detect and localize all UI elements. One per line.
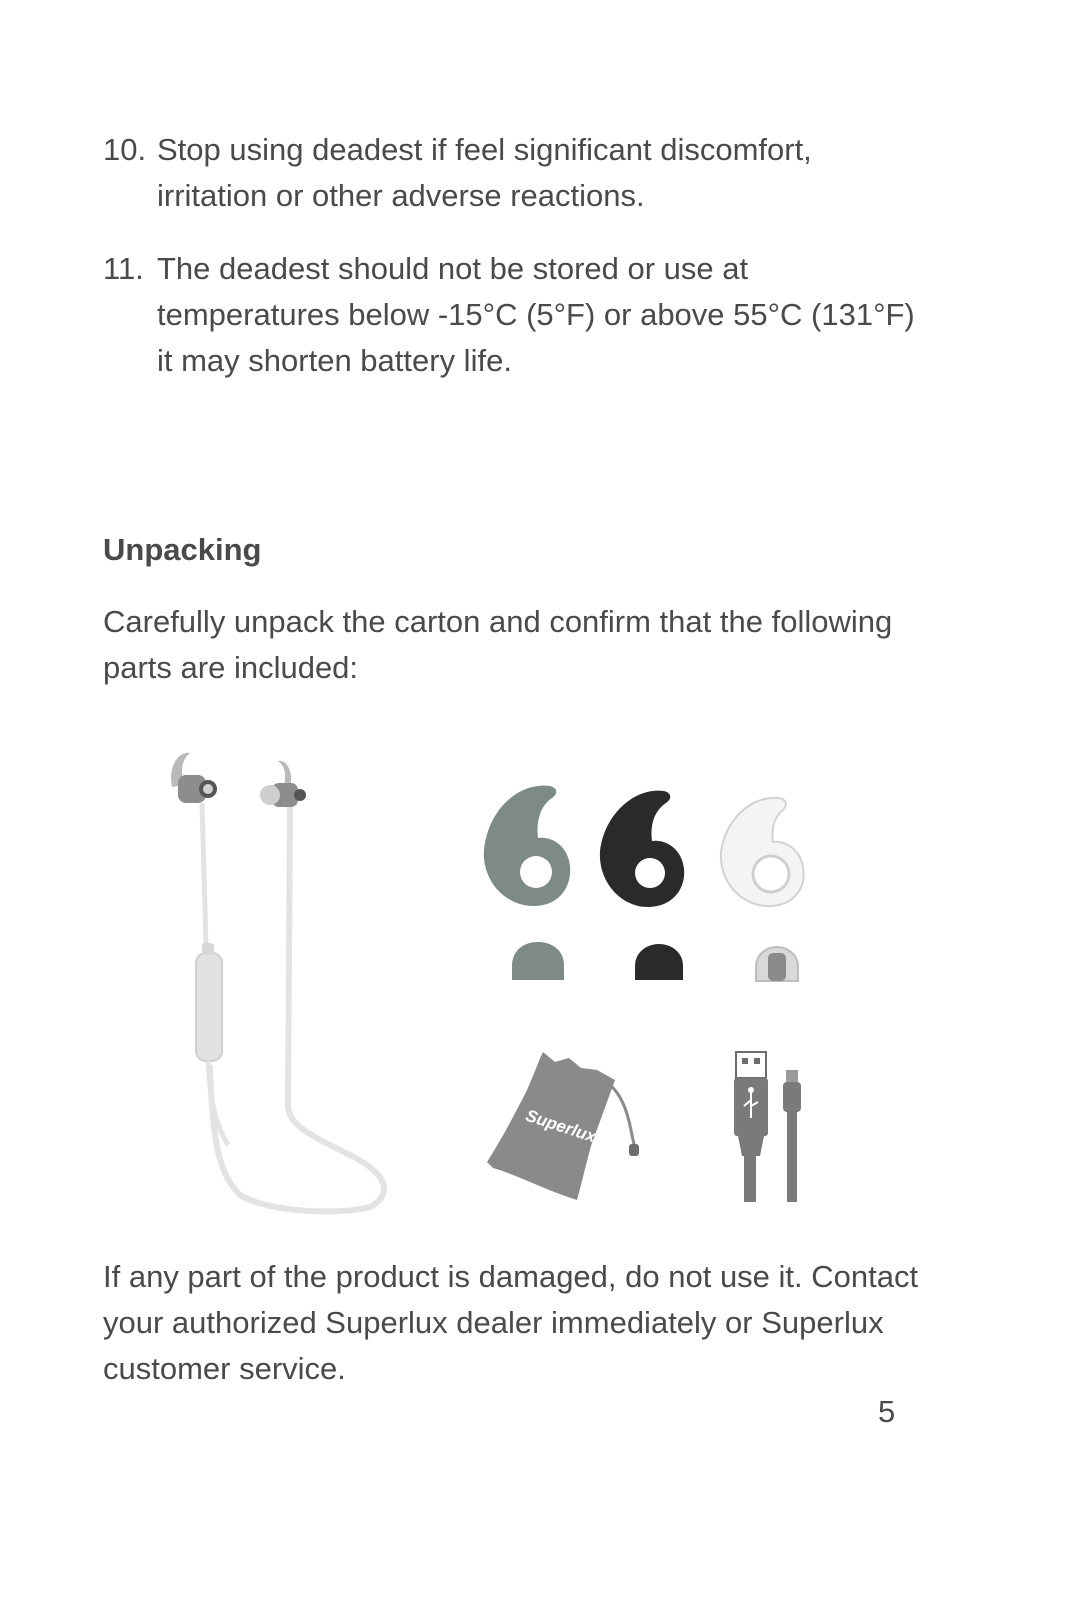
intro-paragraph: Carefully unpack the carton and confirm that the following parts are included: — [103, 604, 893, 685]
carry-pouch-icon — [485, 1050, 645, 1205]
ear-tip-black-icon — [631, 942, 687, 982]
pouch-logo: Superlux — [523, 1105, 599, 1147]
ear-fin-gray-icon — [478, 780, 573, 910]
ear-tip-clear-icon — [752, 945, 802, 983]
list-text: The deadest should not be stored or use at temperatures below -15°C (5°F) or above 55°C (131°F) it may shorten battery life. — [157, 251, 915, 378]
earphones-icon — [160, 745, 410, 1225]
usb-cable-icon — [730, 1050, 810, 1202]
list-text: Stop using deadest if feel significant discomfort, irritation or other adverse reactions. — [157, 132, 812, 213]
list-number: 11. — [103, 251, 144, 286]
outro-paragraph: If any part of the product is damaged, do not use it. Contact your authorized Superlux dealer immediately or Superlux customer service. — [103, 1259, 919, 1386]
list-item — [103, 246, 923, 384]
section-heading: Unpacking — [103, 532, 262, 567]
ear-fin-black-icon — [594, 785, 689, 910]
list-item — [103, 127, 923, 219]
ear-tip-gray-icon — [508, 940, 568, 982]
page-number: 5 — [878, 1394, 896, 1429]
list-number: 10. — [103, 132, 147, 167]
ear-fin-clear-icon — [715, 790, 810, 910]
